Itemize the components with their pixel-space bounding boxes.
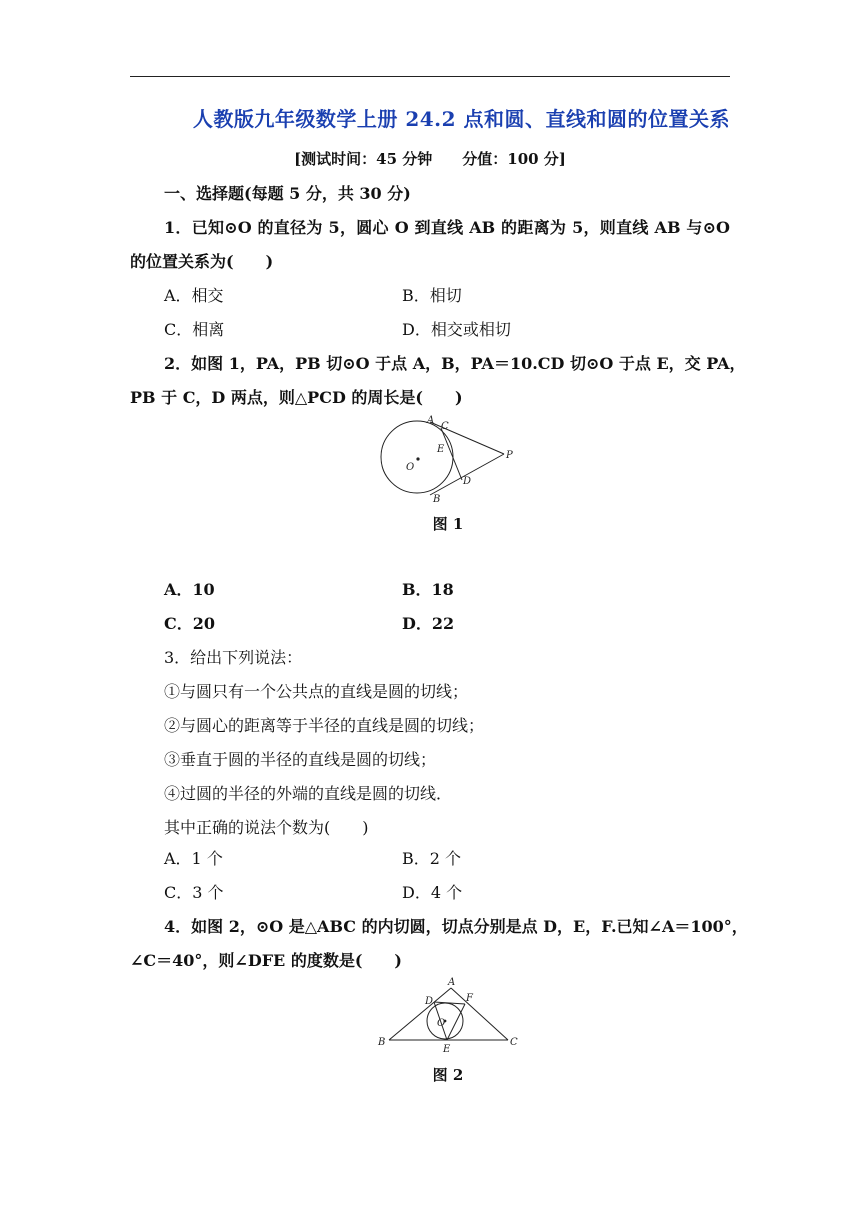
question-3-option-b: B．2 个 [402, 849, 462, 868]
section-heading: 一、选择题(每题 5 分，共 30 分) [164, 184, 411, 203]
question-3-statement-1: ①与圆只有一个公共点的直线是圆的切线； [164, 682, 469, 701]
header-rule [130, 76, 730, 77]
figure-1-label-p: P [506, 450, 513, 461]
figure-2-label-c: C [510, 1037, 518, 1048]
figure-1-label-b: B [433, 494, 441, 504]
figure-1-caption: 图 1 [432, 515, 464, 533]
question-2-option-c: C．20 [164, 614, 216, 633]
figure-1-tangent-pb [430, 454, 504, 495]
page-title: 人教版九年级数学上册 24.2 点和圆、直线和圆的位置关系 [192, 107, 730, 131]
test-meta: [测试时间：45 分钟 分值：100 分] [294, 150, 566, 168]
question-3-statement-2: ②与圆心的距离等于半径的直线是圆的切线； [164, 716, 485, 735]
question-2-option-b: B．18 [402, 580, 454, 599]
figure-1-label-a: A [427, 415, 435, 426]
figure-2-side-ab [389, 988, 451, 1040]
figure-1-label-c: C [441, 421, 449, 432]
figure-2-label-e: E [443, 1044, 451, 1055]
figure-2-label-o: O [437, 1018, 446, 1029]
figure-2-label-a: A [448, 977, 456, 988]
question-1-option-d: D．相交或相切 [402, 320, 511, 339]
question-3-option-d: D．4 个 [402, 883, 463, 902]
question-3-statement-3: ③垂直于圆的半径的直线是圆的切线； [164, 750, 437, 769]
question-1-option-c: C．相离 [164, 320, 225, 339]
question-3-option-c: C．3 个 [164, 883, 224, 902]
question-1-line-1: 1．已知⊙O 的直径为 5，圆心 O 到直线 AB 的距离为 5，则直线 AB 与⊙O [164, 218, 730, 237]
question-1-option-b: B．相切 [402, 286, 462, 305]
question-2-option-a: A．10 [164, 580, 215, 599]
figure-1-center-dot [416, 457, 419, 460]
question-3-intro: 3．给出下列说法： [164, 648, 303, 667]
question-4-line-2: ∠C＝40°，则∠DFE 的度数是( ) [130, 951, 402, 970]
figure-1-tangents-diagram [375, 412, 525, 504]
question-4-line-1: 4．如图 2，⊙O 是△ABC 的内切圆，切点分别是点 D，E，F.已知∠A＝100°， [164, 917, 748, 936]
figure-2-caption: 图 2 [432, 1066, 464, 1084]
question-3-option-a: A．1 个 [164, 849, 223, 868]
question-2-option-d: D．22 [402, 614, 455, 633]
question-3-statement-4: ④过圆的半径的外端的直线是圆的切线． [164, 784, 453, 803]
question-2-line-2: PB 于 C，D 两点，则△PCD 的周长是( ) [130, 388, 463, 407]
question-3-prompt: 其中正确的说法个数为( ) [164, 818, 369, 837]
question-1-line-2: 的位置关系为( ) [130, 252, 274, 271]
figure-2-label-b: B [378, 1037, 386, 1048]
figure-1-label-d: D [463, 476, 472, 487]
figure-2-label-f: F [466, 993, 473, 1004]
figure-2-incircle-diagram [373, 974, 523, 1056]
figure-1-label-o: O [406, 462, 415, 473]
figure-1-label-e: E [437, 444, 445, 455]
question-1-option-a: A．相交 [164, 286, 224, 305]
figure-2-segment-fe [447, 1004, 465, 1040]
figure-2-label-d: D [425, 996, 434, 1007]
question-2-line-1: 2．如图 1，PA，PB 切⊙O 于点 A，B，PA＝10.CD 切⊙O 于点 E，交 PA， [164, 354, 746, 373]
